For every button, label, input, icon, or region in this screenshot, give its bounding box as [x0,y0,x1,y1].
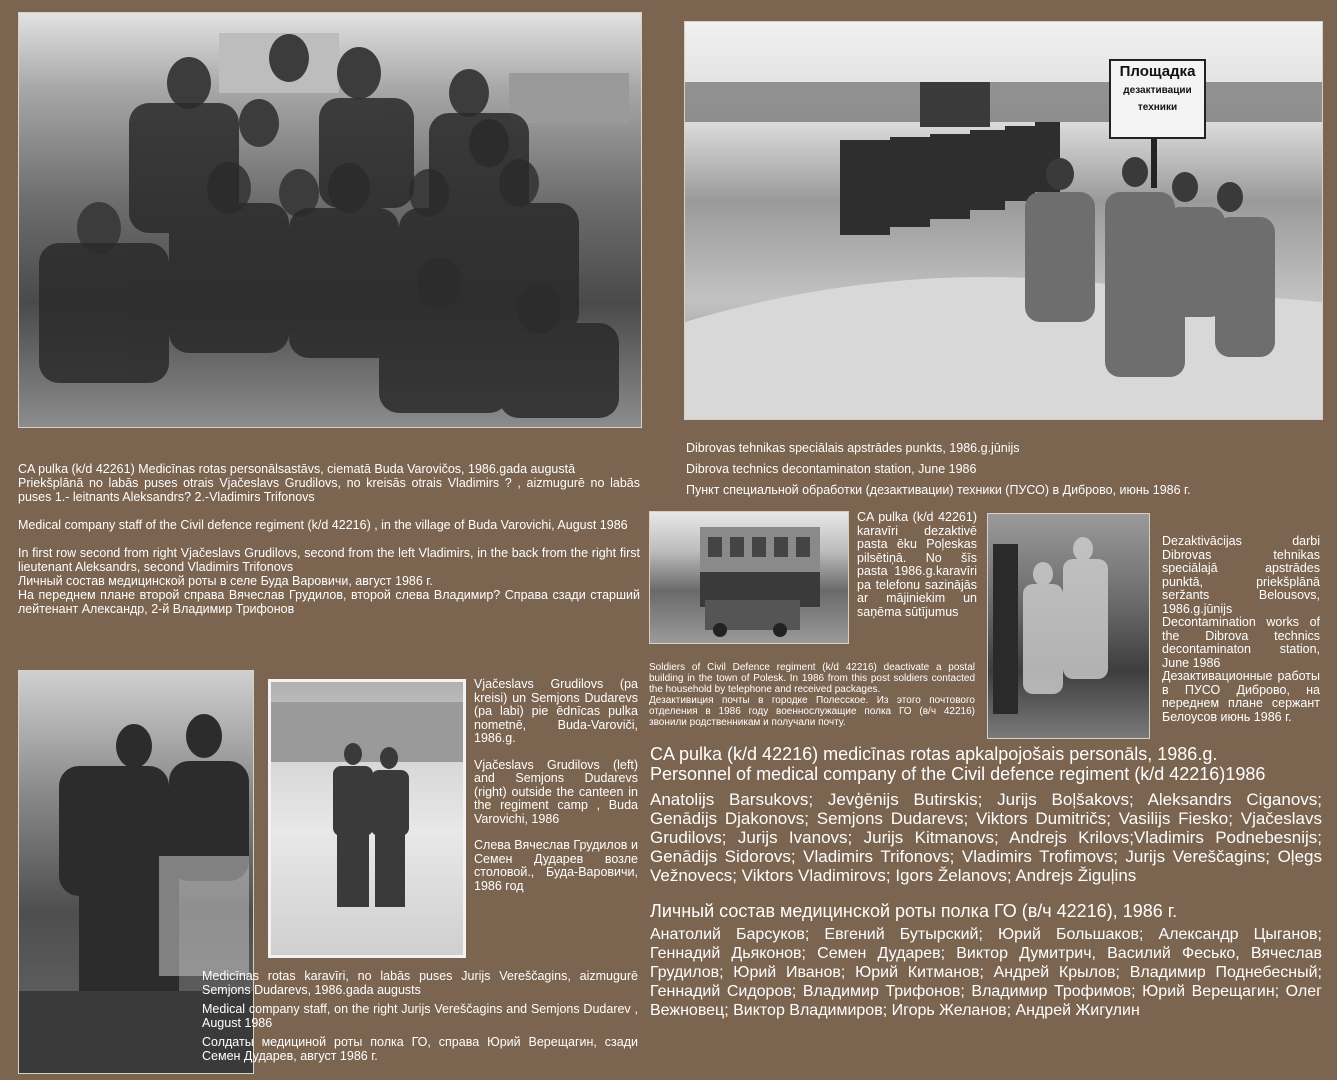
photo1-caption-en: Medical company staff of the Civil defence regiment (k/d 42216) , in the village of Buda Varovichi, August 1986 [18,518,628,532]
photo2-caption-ru: Пункт специальной обработки (дезактивации) техники (ПУСО) в Диброво, июнь 1986 г. [686,483,1191,497]
photo2-caption-en: Dibrova technics decontaminaton station, June 1986 [686,462,977,476]
photo1-caption-ru2: На переднем плане второй справа Вячеслав Грудилов, второй слева Владимир? Справа сзади старший лейтенант Александр, 2-й Владимир Трифонов [18,588,640,616]
sign-line-3: техники [1137,102,1178,113]
photo1-caption-lv2: Priekšplānā no labās puses otrais Vjačeslavs Grudilovs, no kreisās otrais Vladimirs ? , aizmugurē no labās puses 1.- leitnants Aleksandrs? 2.-Vladimirs Trifonovs [18,476,640,504]
personnel-heading-lv: CA pulka (k/d 42216) medicīnas rotas apkalpojošais personāls, 1986.g. [650,744,1218,764]
photo6-caption-ru: Слева Вячеслав Грудилов и Семен Дударев возле столовой., Буда-Варовичи, 1986 год [474,838,638,893]
sign-line-1: Площадка [1119,63,1196,80]
photo4-caption [1162,535,1320,724]
photo1-caption-lv: CA pulka (k/d 42261) Medicīnas rotas personālsastāvs, ciematā Buda Varovičos, 1986.gada augustā [18,462,576,476]
personnel-names-ru: Анатолий Барсуков; Евгений Бутырский; Юрий Большаков; Александр Цыганов; Геннадий Дьяконов; Семен Дударев; Виктор Думитрич, Василий Феськo, Вячеслав Грудилов; Юрий Иванов; Юрий Китманов; Андрей Крылов; Владимир Поднебесный; Геннадий Сидоров; Владимир Трифонов; Владимир Трофимов; Юрий Верещагин; Олег Вежновец; Виктор Владимиров; Игорь Желанов; Андрей Жигулин [650,926,1322,1019]
personnel-names-lv: Anatolijs Barsukovs; Jevģēnijs Butirskis; Jurijs Boļšakovs; Aleksandrs Ciganovs; Genādijs Djakonovs; Semjons Dudarevs; Viktors Dumitričs; Vasilijs Fiesko; Vjačeslavs Grudilovs; Jurijs Ivanovs; Jurijs Kitmanovs; Andrejs Krilovs;Vladimirs Podnebesnijs; Genādijs Sidorovs; Vladimirs Trifonovs; Vladimirs Trofimovs; Jurijs Vereščagins; Oļegs Vežnovecs; Viktors Vladimirovs; Igors Želanovs; Andrejs Žiguļins [650,790,1322,885]
sign-line-2: дезактивации [1123,85,1192,96]
photo-post-office-decontamination [649,511,849,644]
photo5-caption-en: Medical company staff, on the right Jurijs Vereščagins and Semjons Dudarev , August 1986 [202,1002,638,1030]
photo3-caption-lv-block [857,511,977,619]
personnel-heading-en: Personnel of medical company of the Civil defence regiment (k/d 42216)1986 [650,764,1266,784]
photo5-caption-lv: Medicīnas rotas karavīri, no labās puses Jurijs Vereščagins, aizmugurē Semjons Dudarevs, 1986.gada augusts [202,969,638,997]
photo3-caption-ru: Дезактивиция почты в городке Полесское. Из этого почтового отделения в 1986 году военнослужащие полка ГО (в/ч 42216) звонили родственникам и получали почту. [649,695,975,728]
photo3-caption-en: Soldiers of Civil Defence regiment (k/d 42216) deactivate a postal building in the town of Polesk. In 1986 from this post soldiers contacted the household by telephone and received packages. [649,662,975,695]
photo-grudilovs-dudarevs [268,679,466,958]
photo3-caption-en-ru [649,662,975,728]
photo-decontamination-works [987,513,1150,739]
photo2-caption-lv: Dibrovas tehnikas speciālais apstrādes punkts, 1986.g.jūnijs [686,441,1020,455]
photo1-caption-en2: In first row second from right Vjačeslavs Grudilovs, second from the left Vladimirs, in the back from the right first lieutenant Aleksandrs, second Vladimirs Trifonovs [18,546,640,574]
photo4-caption-lv: Dezaktivācijas darbi Dibrovas tehnikas speciālajā apstrādes punktā, priekšplānā seržants Belousovs, 1986.g.jūnijs [1162,534,1320,616]
photo1-caption [18,462,640,616]
photo5-caption-ru: Солдаты медицинoй роты полка ГО, справа Юрий Верещагин, сзади Семен Дударев, август 1986 г. [202,1035,638,1063]
photo-medical-company-group [18,12,642,428]
photo4-caption-ru: Дезактивационные работы в ПУСО Диброво, на переднем плане сержант Белоусов июнь 1986 г. [1162,669,1320,724]
photo5-caption [202,970,638,1063]
photo3-caption-lv: CA pulka (k/d 42261) karavīri dezaktivē pasta ēku Poļeskas pilsētiņā. No šīs pasta 1986.g.karavīri pa telefonu sazinājās ar mājiniekim un saņēma sūtījumus [857,510,977,619]
personnel-section [650,744,1322,1020]
photo-decontamination-station [684,21,1323,420]
photo4-caption-en: Decontamination works of the Dibrova technics decontaminaton station, June 1986 [1162,615,1320,670]
photo2-caption [686,438,1326,501]
photo6-caption [474,678,638,893]
personnel-heading-ru: Личный состав медицинской роты полка ГО (в/ч 42216), 1986 г. [650,901,1178,921]
photo1-caption-ru: Личный состав медицинской роты в селе Буда Варовичи, август 1986 г. [18,574,433,588]
photo6-caption-en: Vjačeslavs Grudilovs (left) and Semjons Dudarevs (right) outside the canteen in the regiment camp , Buda Varovichi, 1986 [474,757,638,826]
photo6-caption-lv: Vjačeslavs Grudilovs (pa kreisi) un Semjons Dudarevs (pa labi) pie ēdnīcas pulka nometnē, Buda-Varoviči, 1986.g. [474,677,638,745]
